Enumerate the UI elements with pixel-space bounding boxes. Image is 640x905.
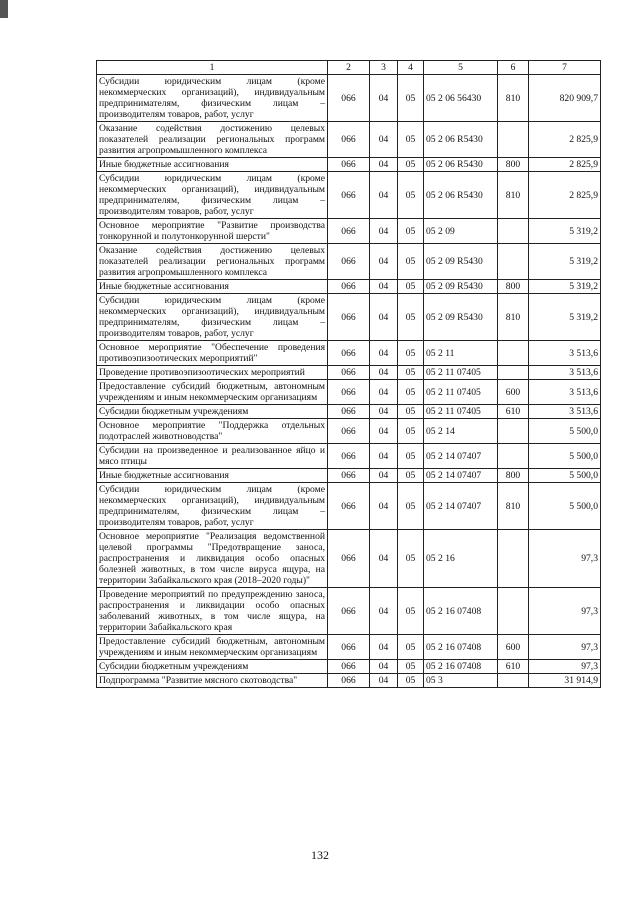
row-amount: 97,3 [529,588,601,635]
row-section-code: 04 [370,483,398,530]
row-ministry-code: 066 [328,483,370,530]
row-amount: 5 500,0 [529,444,601,469]
row-name: Иные бюджетные ассигнования [97,280,328,294]
row-ministry-code: 066 [328,341,370,366]
row-ministry-code: 066 [328,635,370,660]
row-ministry-code: 066 [328,172,370,219]
row-expense-type: 610 [498,405,529,419]
row-expense-type: 800 [498,469,529,483]
table-row [97,172,601,219]
row-name: Предоставление субсидий бюджетным, автономным учреждениям и иным некоммерческим организациям [97,380,328,405]
row-name: Субсидии юридическим лицам (кроме некоммерческих организаций), индивидуальным предпринимателям, физическим лицам – производителям товаров, работ, услуг [97,483,328,530]
row-target-article: 05 2 11 07405 [424,380,498,405]
header-col-2: 2 [328,61,370,75]
row-subsection-code: 05 [398,294,424,341]
row-target-article: 05 3 [424,674,498,688]
table-row [97,444,601,469]
row-section-code: 04 [370,405,398,419]
row-amount: 97,3 [529,660,601,674]
row-expense-type [498,341,529,366]
row-section-code: 04 [370,380,398,405]
table-header [97,61,601,75]
row-subsection-code: 05 [398,158,424,172]
table-row [97,366,601,380]
table-row [97,219,601,244]
header-row [97,61,601,75]
table-row [97,530,601,588]
row-amount: 5 500,0 [529,483,601,530]
row-subsection-code: 05 [398,280,424,294]
row-subsection-code: 05 [398,380,424,405]
row-target-article: 05 2 11 07405 [424,405,498,419]
row-subsection-code: 05 [398,419,424,444]
row-target-article: 05 2 16 [424,530,498,588]
table-row [97,75,601,122]
row-expense-type: 600 [498,635,529,660]
row-expense-type [498,366,529,380]
row-ministry-code: 066 [328,75,370,122]
row-amount: 3 513,6 [529,405,601,419]
table-row [97,158,601,172]
row-subsection-code: 05 [398,122,424,158]
row-target-article: 05 2 14 07407 [424,444,498,469]
row-name: Субсидии бюджетным учреждениям [97,660,328,674]
row-subsection-code: 05 [398,219,424,244]
row-name: Подпрограмма "Развитие мясного скотоводства" [97,674,328,688]
row-target-article: 05 2 16 07408 [424,635,498,660]
row-expense-type: 800 [498,158,529,172]
row-section-code: 04 [370,219,398,244]
row-name: Субсидии юридическим лицам (кроме некоммерческих организаций), индивидуальным предпринимателям, физическим лицам – производителям товаров, работ, услуг [97,294,328,341]
row-ministry-code: 066 [328,588,370,635]
row-section-code: 04 [370,674,398,688]
row-name: Субсидии на произведенное и реализованное яйцо и мясо птицы [97,444,328,469]
row-section-code: 04 [370,530,398,588]
row-subsection-code: 05 [398,366,424,380]
row-expense-type [498,674,529,688]
row-amount: 3 513,6 [529,380,601,405]
row-ministry-code: 066 [328,380,370,405]
table-row [97,122,601,158]
row-section-code: 04 [370,294,398,341]
header-col-1: 1 [97,61,328,75]
row-subsection-code: 05 [398,444,424,469]
row-amount: 3 513,6 [529,341,601,366]
row-target-article: 05 2 14 07407 [424,469,498,483]
header-col-5: 5 [424,61,498,75]
row-target-article: 05 2 16 07408 [424,660,498,674]
row-target-article: 05 2 09 R5430 [424,280,498,294]
row-amount: 97,3 [529,530,601,588]
budget-table [96,60,601,688]
row-name: Основное мероприятие "Развитие производства тонкорунной и полутонкорунной шерсти" [97,219,328,244]
row-amount: 97,3 [529,635,601,660]
row-ministry-code: 066 [328,294,370,341]
row-section-code: 04 [370,469,398,483]
row-expense-type: 610 [498,660,529,674]
table-row [97,280,601,294]
row-expense-type [498,419,529,444]
row-amount: 2 825,9 [529,158,601,172]
table-row [97,483,601,530]
row-ministry-code: 066 [328,280,370,294]
row-expense-type [498,444,529,469]
row-expense-type: 600 [498,380,529,405]
row-subsection-code: 05 [398,244,424,280]
row-expense-type [498,122,529,158]
table-row [97,405,601,419]
table-row [97,588,601,635]
row-target-article: 05 2 09 [424,219,498,244]
row-subsection-code: 05 [398,588,424,635]
row-expense-type: 800 [498,280,529,294]
row-expense-type: 810 [498,483,529,530]
row-amount: 2 825,9 [529,172,601,219]
row-name: Оказание содействия достижению целевых показателей реализации региональных программ развития агропромышленного комплекса [97,122,328,158]
row-target-article: 05 2 11 [424,341,498,366]
row-section-code: 04 [370,444,398,469]
row-section-code: 04 [370,122,398,158]
table-row [97,294,601,341]
row-section-code: 04 [370,366,398,380]
row-subsection-code: 05 [398,483,424,530]
row-target-article: 05 2 14 07407 [424,483,498,530]
table-row [97,244,601,280]
row-subsection-code: 05 [398,660,424,674]
row-section-code: 04 [370,280,398,294]
row-amount: 3 513,6 [529,366,601,380]
row-section-code: 04 [370,75,398,122]
row-expense-type: 810 [498,75,529,122]
row-amount: 2 825,9 [529,122,601,158]
row-subsection-code: 05 [398,469,424,483]
row-amount: 5 319,2 [529,219,601,244]
row-target-article: 05 2 14 [424,419,498,444]
row-name: Основное мероприятие "Поддержка отдельных подотраслей животноводства" [97,419,328,444]
row-name: Предоставление субсидий бюджетным, автономным учреждениям и иным некоммерческим организациям [97,635,328,660]
row-amount: 5 500,0 [529,469,601,483]
row-ministry-code: 066 [328,366,370,380]
row-amount: 5 319,2 [529,280,601,294]
table-row [97,341,601,366]
row-section-code: 04 [370,172,398,219]
row-subsection-code: 05 [398,172,424,219]
row-target-article: 05 2 06 R5430 [424,122,498,158]
row-section-code: 04 [370,660,398,674]
row-amount: 31 914,9 [529,674,601,688]
row-target-article: 05 2 16 07408 [424,588,498,635]
row-name: Иные бюджетные ассигнования [97,469,328,483]
row-amount: 820 909,7 [529,75,601,122]
row-section-code: 04 [370,588,398,635]
table-row [97,469,601,483]
table-row [97,380,601,405]
row-target-article: 05 2 11 07405 [424,366,498,380]
row-ministry-code: 066 [328,530,370,588]
row-subsection-code: 05 [398,635,424,660]
row-ministry-code: 066 [328,469,370,483]
row-target-article: 05 2 09 R5430 [424,244,498,280]
row-ministry-code: 066 [328,419,370,444]
row-subsection-code: 05 [398,75,424,122]
table-row [97,660,601,674]
row-ministry-code: 066 [328,674,370,688]
row-name: Основное мероприятие "Обеспечение проведения противоэпизоотических мероприятий" [97,341,328,366]
row-target-article: 05 2 06 R5430 [424,158,498,172]
row-expense-type: 810 [498,294,529,341]
row-subsection-code: 05 [398,674,424,688]
header-col-6: 6 [498,61,529,75]
row-expense-type [498,588,529,635]
row-name: Субсидии юридическим лицам (кроме некоммерческих организаций), индивидуальным предпринимателям, физическим лицам – производителям товаров, работ, услуг [97,75,328,122]
row-name: Основное мероприятие "Реализация ведомственной целевой программы "Предотвращение заноса, распространения и ликвидация особо опасных болезней животных, в том числе вируса ящура, на территории Забайкальского края (2018–2020 годы)" [97,530,328,588]
header-col-3: 3 [370,61,398,75]
row-ministry-code: 066 [328,122,370,158]
row-subsection-code: 05 [398,341,424,366]
row-expense-type [498,530,529,588]
header-col-4: 4 [398,61,424,75]
row-section-code: 04 [370,635,398,660]
row-section-code: 04 [370,341,398,366]
row-name: Субсидии бюджетным учреждениям [97,405,328,419]
row-ministry-code: 066 [328,244,370,280]
table-row [97,419,601,444]
row-section-code: 04 [370,419,398,444]
row-amount: 5 319,2 [529,294,601,341]
row-ministry-code: 066 [328,660,370,674]
row-name: Проведение мероприятий по предупреждению заноса, распространения и ликвидации особо опасных заболеваний животных, в том числе ящура, на территории Забайкальского края [97,588,328,635]
row-section-code: 04 [370,244,398,280]
row-expense-type: 810 [498,172,529,219]
table-row [97,674,601,688]
row-amount: 5 500,0 [529,419,601,444]
row-ministry-code: 066 [328,405,370,419]
scan-edge-mark [0,0,8,18]
row-subsection-code: 05 [398,405,424,419]
page-number: 132 [311,848,329,862]
header-col-7: 7 [529,61,601,75]
row-ministry-code: 066 [328,444,370,469]
row-name: Оказание содействия достижению целевых показателей реализации региональных программ развития агропромышленного комплекса [97,244,328,280]
row-name: Субсидии юридическим лицам (кроме некоммерческих организаций), индивидуальным предпринимателям, физическим лицам – производителям товаров, работ, услуг [97,172,328,219]
row-name: Иные бюджетные ассигнования [97,158,328,172]
row-section-code: 04 [370,158,398,172]
row-expense-type [498,244,529,280]
row-ministry-code: 066 [328,158,370,172]
table-body [97,75,601,688]
row-target-article: 05 2 09 R5430 [424,294,498,341]
table-row [97,635,601,660]
row-amount: 5 319,2 [529,244,601,280]
row-expense-type [498,219,529,244]
row-ministry-code: 066 [328,219,370,244]
row-name: Проведение противоэпизоотических мероприятий [97,366,328,380]
row-target-article: 05 2 06 56430 [424,75,498,122]
row-target-article: 05 2 06 R5430 [424,172,498,219]
row-subsection-code: 05 [398,530,424,588]
